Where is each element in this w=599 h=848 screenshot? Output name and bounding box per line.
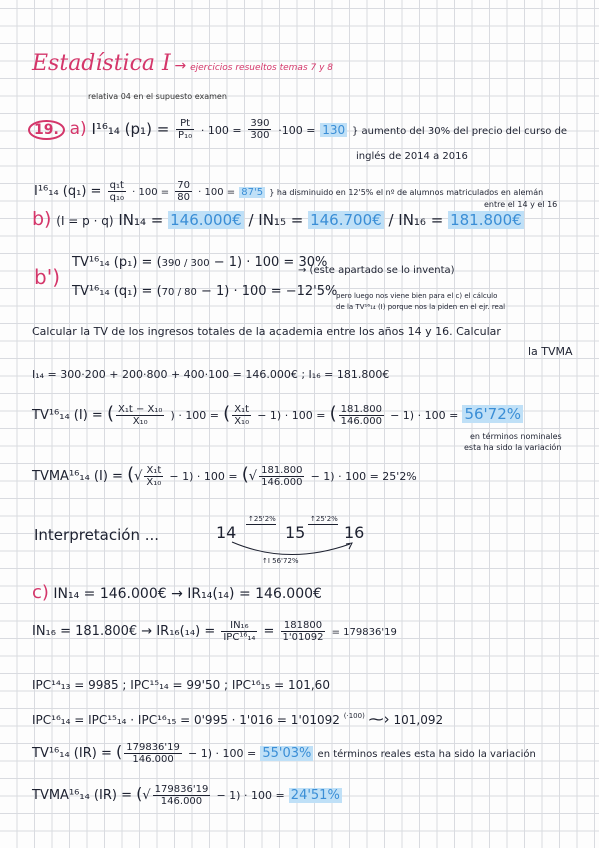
c2-eq: = [263,624,275,639]
a1-mid: · 100 = [200,124,242,137]
a1-note-cont: inglés de 2014 a 2016 [356,151,468,162]
tvma-lhs: TVMA¹⁶₁₄ (I) = [32,469,123,484]
c2-f1-den: IPC¹⁶₁₄ [223,632,256,643]
a1-f1-num: Pt [176,118,194,130]
bp-line-1: TV¹⁶₁₄ (p₁) = (390 / 300 − 1) · 100 = 30% [72,255,328,270]
calc-line-2: la TVMA [528,345,573,358]
c1-text: IN₁₄ = 146.000€ → IR₁₄(₁₄) = 146.000€ [53,586,322,602]
bp1-lhs: TV¹⁶₁₄ (p₁) = [72,255,153,270]
ipc-line-1: IPC¹⁴₁₃ = 9985 ; IPC¹⁵₁₄ = 99'50 ; IPC¹⁶₁₅ = 101,60 [32,678,330,692]
interp-n15: 15 [285,523,306,542]
ipc2-arrow: (·100) [343,712,365,720]
tv-p2: − 1) · 100 = [257,409,326,422]
tv-f3-num: 181.800 [340,404,382,415]
tv-f2-num: X₁t [232,404,251,416]
page-title: Estadística I [32,51,171,76]
a1-result: 130 [322,123,346,137]
tv-note-1: en términos nominales [470,432,562,441]
a2-f2-num: 70 [177,180,190,191]
a2-mid: · 100 = [132,187,170,198]
section-b-label: b) [32,208,52,230]
b-in14-label: IN₁₄ = [118,211,164,229]
tv-f1-den: X₁₀ [132,416,148,427]
c2-frac-2 [281,620,326,643]
tvr-frac [124,742,182,765]
exercise-a-line-2 [34,180,543,203]
tvr-den: 146.000 [132,754,174,765]
tvma-f1-num: X₁t [144,465,163,477]
section-a-label: a) [69,119,87,139]
b-in15-value: 146.700€ [310,211,382,229]
interp-n14: 14 [216,523,237,542]
a1-tail: ·100 = [278,124,316,137]
b-in16-value: 181.800€ [450,211,522,229]
section-b-line [32,208,524,230]
bp1-frac: 390 / 300 [161,258,210,269]
tvma-f1-den: X₁₀ [146,477,162,488]
interp-arrow-2 [308,524,338,525]
a2-f1-den: q₁₀ [109,192,124,203]
interp-bottom-label: ↑I 56'72% [262,557,299,565]
exercise-a-line-1 [28,118,567,141]
tv-frac-1 [116,404,164,427]
ipc2-tail: 101,092 [393,713,444,727]
a2-tail: · 100 = [198,187,236,198]
tv-real-line: TV¹⁶₁₄ (IR) = ( $\frac{179836'19}{146.000}$ − 1) · 100 = 55'03% en términos reales esta ha sido la variación [32,742,536,765]
tvr-lhs: TV¹⁶₁₄ (IR) = [32,746,112,761]
top-note: relativa 04 en el supuesto examen [88,92,227,101]
tv-p3: − 1) · 100 = [390,409,459,422]
c2-tail: = 179836'19 [331,627,397,638]
income-line: I₁₄ = 300·200 + 200·800 + 400·100 = 146.000€ ; I₁₆ = 181.800€ [32,368,390,381]
c2-f1-num: IN₁₆ [221,620,257,632]
tv-frac-3 [339,404,384,427]
a1-note: } aumento del 30% del precio del curso de [351,126,568,137]
tvma-f2-num: 181.800 [261,465,303,476]
a2-note: } ha disminuido en 12'5% el nº de alumnos matriculados en alemán [269,188,544,197]
a1-f2-den: 300 [250,130,270,141]
interp-n16: 16 [344,523,365,542]
a2-frac-1 [108,180,126,203]
bp-note-2: pero luego nos viene bien para el c) el cálculo [336,292,498,300]
bp-line-2: TV¹⁶₁₄ (q₁) = (70 / 80 − 1) · 100 = −12'5% [72,284,338,299]
tv-f3-den: 146.000 [340,416,382,427]
tv-p1: ) · 100 = [170,409,220,422]
c2-frac-1 [221,620,257,643]
tvma-frac-1 [144,465,163,488]
tvma-f2-den: 146.000 [261,477,303,488]
section-b-prime-label: b') [34,265,60,289]
bp2-frac: 70 / 80 [161,287,197,298]
tv-f2-den: X₁₀ [234,416,250,427]
a1-f1-den: P₁₀ [178,130,193,141]
a2-f1-num: q₁t [108,180,126,192]
tvr-result: 55'03% [262,746,312,761]
tvma-frac-2 [259,465,304,488]
section-c-line-2 [32,620,397,643]
calc-line-1: Calcular la TV de los ingresos totales de la academia entre los años 14 y 16. Calcular [32,325,501,338]
b-in14-value: 146.000€ [170,211,242,229]
exercise-number: 19. [28,120,65,140]
b-in16-label: / IN₁₆ = [388,211,444,229]
tvmar-result: 24'51% [290,788,340,803]
title-arrow: → [174,58,187,74]
a2-f2-den: 80 [177,192,190,203]
tvmar-num: 179836'19 [154,784,209,795]
section-c-line-1 [32,582,322,603]
ipc2-text: IPC¹⁶₁₄ = IPC¹⁵₁₄ · IPC¹⁶₁₅ = 0'995 · 1'016 = 1'01092 [32,713,340,727]
a2-result: 87'5 [241,187,264,198]
a1-frac-2 [248,118,271,141]
tvma-real-line: TVMA¹⁶₁₄ (IR) = (√ $\frac{179836'19}{146.000}$ − 1) · 100 = 24'51% [32,784,340,807]
tvr-note: en términos reales esta ha sido la variación [317,749,536,760]
c2-f2-num: 181800 [281,620,326,632]
tv-f1-num: X₁t − X₁₀ [118,404,163,415]
b-in15-label: / IN₁₅ = [248,211,304,229]
tvma-p1: − 1) · 100 = [169,470,238,483]
tvma-p2: − 1) · 100 = 25'2% [310,470,417,483]
tvmar-den: 146.000 [160,796,203,807]
tvr-num: 179836'19 [126,742,180,753]
section-c-label: c) [32,582,49,603]
page-title-row [32,51,333,76]
tvma-income-line: TVMA¹⁶₁₄ (I) = (√ $\frac{\text{X₁t}}{\text{X₁₀}}$ − 1) · 100 = (√ $\frac{181.800}{146.000}$ − 1) · 100 = 25'2% [32,464,417,488]
tv-note-2: esta ha sido la variación [464,443,562,452]
ipc-line-2: IPC¹⁶₁₄ = IPC¹⁵₁₄ · IPC¹⁶₁₅ = 0'995 · 1'016 = 1'01092 $^{(\cdot 100)}$ ⁓› 101,092 [32,710,444,728]
bp-note-1: → (este apartado se lo inventa) [298,265,455,276]
tvmar-frac [153,784,211,807]
tv-frac-2 [232,404,251,427]
bp2-lhs: TV¹⁶₁₄ (q₁) = [72,284,153,299]
a1-lhs: I¹⁶₁₄ (p₁) = [91,120,170,138]
c2-text: IN₁₆ = 181.800€ → IR₁₆(₁₄) = [32,624,216,639]
a1-f2-num: 390 [250,118,270,129]
bp-note-3: de la TV¹⁶₁₄ (I) porque nos la piden en el ejr. real [336,303,506,311]
interp-arrow-2-label: ↑25'2% [310,515,338,523]
tvma-root: √ [134,469,143,484]
tvmar-mid: − 1) · 100 = [216,789,285,802]
tv-result: 56'72% [464,405,521,423]
b-eq: (I = p · q) [56,214,114,228]
interp-arrow-1-label: ↑25'2% [248,515,276,523]
tv-income-line: TV¹⁶₁₄ (I) = ( $\frac{\text{X₁t − X₁₀}}{\text{X₁₀}}$ ) · 100 = ( $\frac{\text{X₁t}}{\text{X₁₀}}$ − 1) · 100 = ( $\frac{181.800}{146.000}$ − 1) · 100 = 56'72% [32,403,521,427]
tvr-mid: − 1) · 100 = [188,747,257,760]
a2-frac-2 [175,180,192,203]
a2-note-cont: entre el 14 y el 16 [484,200,558,209]
tvmar-lhs: TVMA¹⁶₁₄ (IR) = [32,788,132,803]
a1-frac-1 [176,118,194,141]
interp-arrow-1 [246,524,276,525]
c2-f2-den: 1'01092 [282,632,324,643]
interp-label: Interpretación ... [34,526,160,544]
tv-lhs: TV¹⁶₁₄ (I) = [32,408,103,423]
bp1-tail: − 1) · 100 = 30% [213,255,328,270]
bp2-tail: − 1) · 100 = −12'5% [201,284,338,299]
page-subtitle: ejercicios resueltos temas 7 y 8 [190,63,333,73]
a2-lhs: I¹⁶₁₄ (q₁) = [34,184,102,199]
